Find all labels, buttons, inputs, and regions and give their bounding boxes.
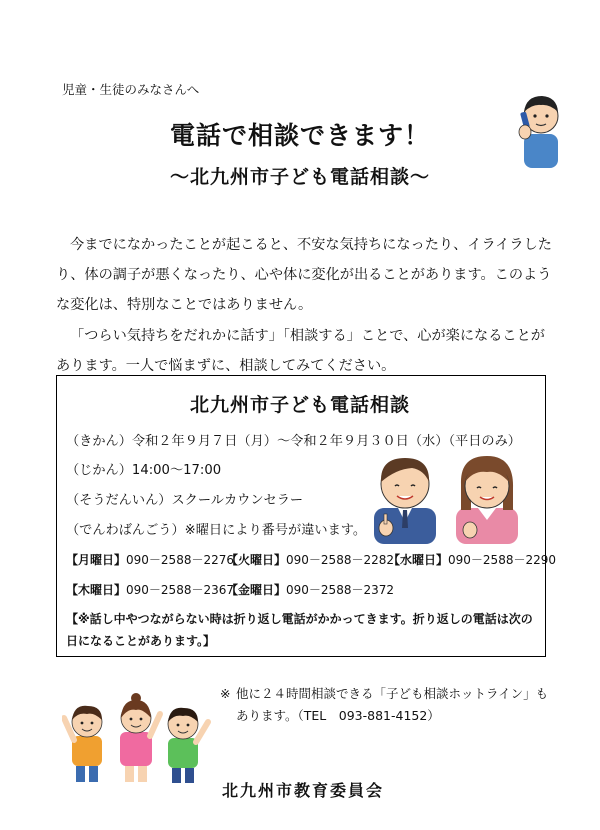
phone-tuesday — [226, 551, 394, 568]
phone-day-label: 【金曜日】 — [226, 583, 287, 597]
counselors-illustration — [366, 448, 526, 544]
phone-intro-row: （でんわばんごう）※曜日により番号が違います。 — [66, 523, 367, 538]
addressee: 児童・生徒のみなさんへ — [62, 82, 200, 97]
hotline-note — [220, 683, 556, 727]
phone-number: 090－2588－2290 — [448, 553, 556, 567]
phone-day-label: 【月曜日】 — [66, 553, 127, 567]
hotline-text: 他に２４時間相談できる「子ども相談ホットライン」もあります。（TEL 093-881-4152） — [236, 686, 549, 723]
phone-number: 090－2588－2282 — [286, 553, 394, 567]
intro-paragraph-1: 今までになかったことが起こると、不安な気持ちになったり、イライラしたり、体の調子が悪くなったり、心や体に変化が出ることがあります。このような変化は、特別なことではありません。 — [56, 237, 552, 313]
intro-paragraph-2: 「つらい気持ちをだれかに話す」「相談する」ことで、心が楽になることがあります。一人で悩まずに、相談してみてください。 — [56, 328, 545, 374]
children-illustration — [62, 690, 212, 786]
page-title: 電話で相談できます！ — [169, 121, 430, 150]
counselor-row: （そうだんいん）スクールカウンセラー — [66, 493, 304, 508]
callback-notice: 【※話し中やつながらない時は折り返し電話がかかってきます。折り返しの電話は次の日になることがあります。】 — [66, 612, 533, 648]
phone-monday — [66, 551, 234, 568]
phone-number: 090－2588－2367 — [126, 583, 234, 597]
phone-day-label: 【火曜日】 — [226, 553, 287, 567]
period-row: （きかん）令和２年９月７日（月）～令和２年９月３０日（水）（平日のみ） — [66, 434, 521, 449]
phone-thursday — [66, 581, 234, 598]
note-mark: ※ — [220, 686, 231, 701]
page-subtitle: ～北九州市子ども電話相談～ — [169, 166, 430, 188]
info-box-title: 北九州市子ども電話相談 — [189, 394, 410, 416]
phone-number: 090－2588－2372 — [286, 583, 394, 597]
phone-wednesday — [388, 551, 556, 568]
phone-number: 090－2588－2276 — [126, 553, 234, 567]
hours-row: （じかん）14:00～17:00 — [66, 463, 222, 478]
phone-friday — [226, 581, 394, 598]
phone-day-label: 【水曜日】 — [388, 553, 449, 567]
phone-day-label: 【木曜日】 — [66, 583, 127, 597]
organization-name: 北九州市教育委員会 — [222, 781, 385, 800]
